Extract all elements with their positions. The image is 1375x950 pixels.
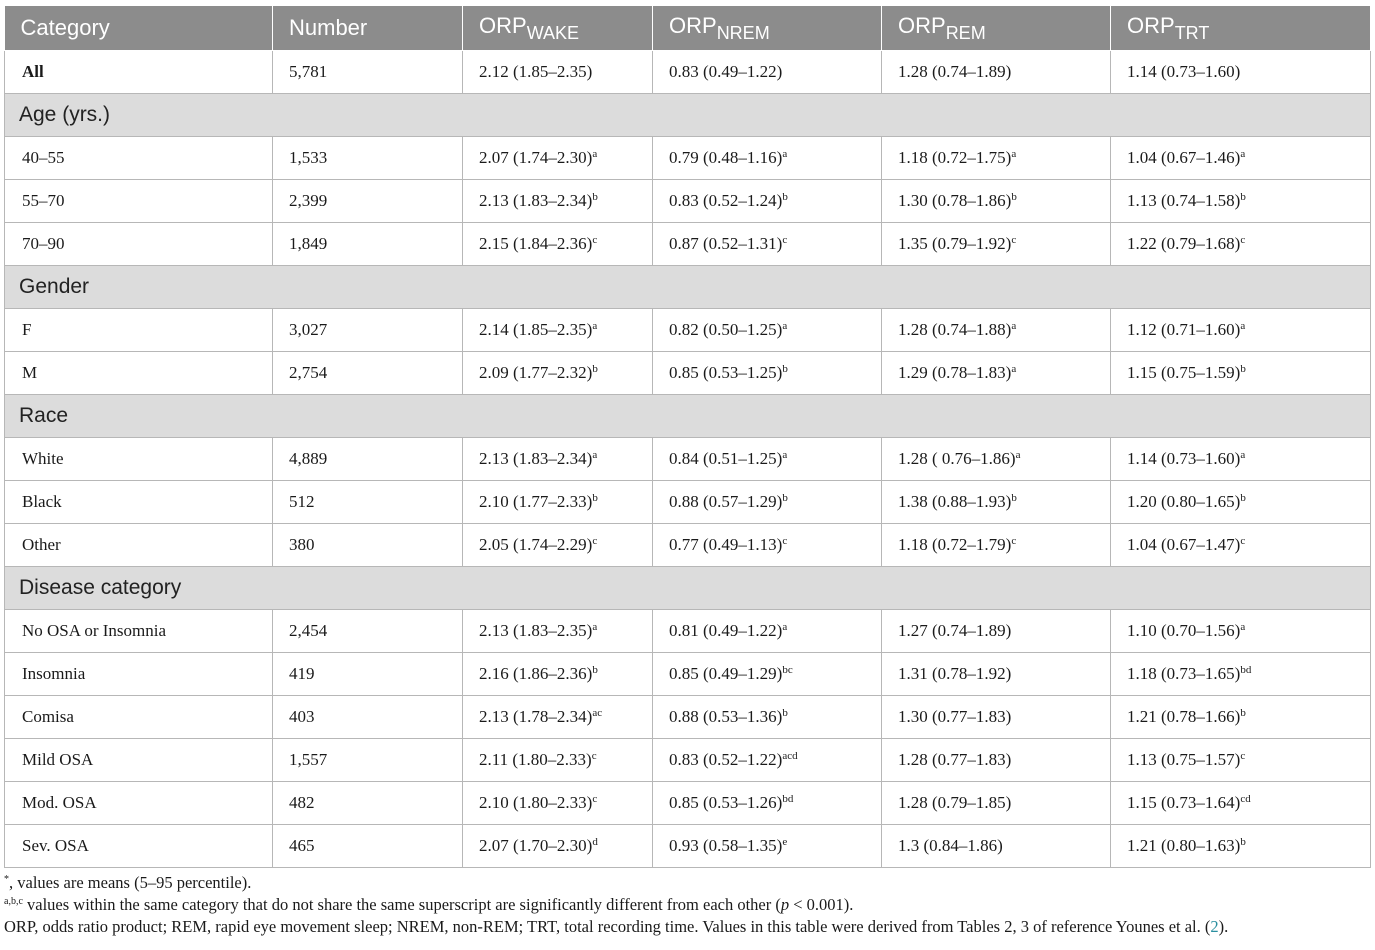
- cell-superscript: b: [782, 363, 788, 375]
- cell-text: 1.29 (0.78–1.83): [898, 363, 1012, 382]
- cell-superscript: a: [1240, 320, 1246, 332]
- row-number-cell: [273, 481, 463, 524]
- section-label: Disease category: [5, 567, 1371, 610]
- cell-text: 1.14 (0.73–1.60): [1127, 62, 1241, 81]
- table-row: [5, 696, 1371, 739]
- row-value-cell: [882, 352, 1111, 395]
- row-value-cell: [882, 653, 1111, 696]
- cell-text: 1.35 (0.79–1.92): [898, 234, 1012, 253]
- cell-superscript: a: [1011, 320, 1017, 332]
- cell-text: 2.07 (1.74–2.30): [479, 148, 593, 167]
- cell-text: 0.87 (0.52–1.31): [669, 234, 783, 253]
- cell-text: White: [22, 449, 64, 468]
- row-value-cell: [463, 782, 653, 825]
- cell-superscript: ac: [592, 707, 603, 719]
- cell-superscript: bd: [782, 793, 794, 805]
- section-row: [5, 266, 1371, 309]
- cell-text: 482: [289, 793, 315, 812]
- cell-text: 2.09 (1.77–2.32): [479, 363, 593, 382]
- cell-text: 1.30 (0.77–1.83): [898, 707, 1012, 726]
- cell-text: 1,849: [289, 234, 328, 253]
- table-row: [5, 180, 1371, 223]
- row-number-cell: [273, 223, 463, 266]
- row-category-cell: [5, 223, 273, 266]
- cell-text: 0.85 (0.53–1.26): [669, 793, 783, 812]
- table-row: [5, 739, 1371, 782]
- table-row: [5, 825, 1371, 868]
- row-value-cell: [1111, 782, 1371, 825]
- row-value-cell: [653, 696, 882, 739]
- row-value-cell: [882, 223, 1111, 266]
- cell-text: 2.12 (1.85–2.35): [479, 62, 593, 81]
- row-value-cell: [882, 438, 1111, 481]
- row-number-cell: [273, 739, 463, 782]
- row-value-cell: [882, 782, 1111, 825]
- row-value-cell: [463, 137, 653, 180]
- row-value-cell: [653, 524, 882, 567]
- cell-superscript: e: [782, 836, 788, 848]
- cell-text: 2.10 (1.80–2.33): [479, 793, 593, 812]
- cell-text: 0.83 (0.52–1.22): [669, 750, 783, 769]
- cell-superscript: cd: [1240, 793, 1251, 805]
- cell-text: 1.21 (0.78–1.66): [1127, 707, 1241, 726]
- row-value-cell: [463, 696, 653, 739]
- cell-text: 0.82 (0.50–1.25): [669, 320, 783, 339]
- row-number-cell: [273, 137, 463, 180]
- cell-superscript: b: [592, 191, 598, 203]
- cell-superscript: b: [1011, 492, 1017, 504]
- cell-text: 1.18 (0.73–1.65): [1127, 664, 1241, 683]
- row-value-cell: [653, 352, 882, 395]
- cell-text: 0.85 (0.53–1.25): [669, 363, 783, 382]
- cell-text: 1.28 (0.77–1.83): [898, 750, 1012, 769]
- cell-superscript: b: [1240, 363, 1246, 375]
- row-number-cell: [273, 782, 463, 825]
- cell-text: 1.22 (0.79–1.68): [1127, 234, 1241, 253]
- row-value-cell: [463, 352, 653, 395]
- cell-text: 1.14 (0.73–1.60): [1127, 449, 1241, 468]
- row-value-cell: [1111, 180, 1371, 223]
- cell-text: 3,027: [289, 320, 328, 339]
- header-orp-rem: $ORP_{REM}$: [882, 6, 1111, 51]
- row-value-cell: [653, 309, 882, 352]
- cell-superscript: b: [782, 191, 788, 203]
- table-row: [5, 610, 1371, 653]
- row-category-cell: [5, 137, 273, 180]
- row-value-cell: [463, 223, 653, 266]
- row-category-cell: [5, 653, 273, 696]
- cell-text: No OSA or Insomnia: [22, 621, 167, 640]
- row-number-cell: [273, 696, 463, 739]
- row-value-cell: [653, 653, 882, 696]
- cell-superscript: b: [782, 707, 788, 719]
- row-value-cell: [882, 180, 1111, 223]
- cell-superscript: c: [1011, 234, 1017, 246]
- row-number-cell: [273, 438, 463, 481]
- cell-text: 1.15 (0.75–1.59): [1127, 363, 1241, 382]
- table-header-row: [5, 6, 1371, 51]
- table-row: [5, 438, 1371, 481]
- cell-text: 1.04 (0.67–1.46): [1127, 148, 1241, 167]
- row-number-cell: [273, 180, 463, 223]
- row-value-cell: [653, 610, 882, 653]
- cell-superscript: bd: [1240, 664, 1252, 676]
- cell-superscript: d: [592, 836, 598, 848]
- row-value-cell: [882, 51, 1111, 94]
- cell-text: 0.77 (0.49–1.13): [669, 535, 783, 554]
- cell-text: 5,781: [289, 62, 328, 81]
- cell-text: 0.88 (0.57–1.29): [669, 492, 783, 511]
- cell-text: F: [22, 320, 32, 339]
- table-row: [5, 481, 1371, 524]
- section-label: Age (yrs.): [5, 94, 1371, 137]
- cell-superscript: c: [1240, 535, 1246, 547]
- cell-superscript: a: [1240, 621, 1246, 633]
- row-value-cell: [882, 610, 1111, 653]
- cell-superscript: b: [1240, 492, 1246, 504]
- header-category: Category: [5, 6, 273, 51]
- orp-table: [4, 6, 1371, 868]
- cell-superscript: c: [591, 750, 597, 762]
- row-value-cell: [653, 137, 882, 180]
- cell-superscript: c: [782, 234, 788, 246]
- row-value-cell: [653, 180, 882, 223]
- table-row: [5, 653, 1371, 696]
- cell-superscript: a: [782, 148, 788, 160]
- cell-text: 1.28 (0.74–1.88): [898, 320, 1012, 339]
- cell-text: Black: [22, 492, 62, 511]
- row-value-cell: [1111, 610, 1371, 653]
- cell-superscript: a: [592, 148, 598, 160]
- cell-text: 2.07 (1.70–2.30): [479, 836, 593, 855]
- cell-superscript: a: [592, 621, 598, 633]
- row-value-cell: [1111, 352, 1371, 395]
- cell-text: 2.14 (1.85–2.35): [479, 320, 593, 339]
- cell-text: 2.05 (1.74–2.29): [479, 535, 593, 554]
- row-number-cell: [273, 825, 463, 868]
- row-value-cell: [463, 610, 653, 653]
- row-value-cell: [1111, 524, 1371, 567]
- table-row: [5, 309, 1371, 352]
- row-value-cell: [1111, 696, 1371, 739]
- cell-superscript: c: [1011, 535, 1017, 547]
- cell-superscript: a: [1240, 148, 1246, 160]
- cell-text: Comisa: [22, 707, 74, 726]
- cell-superscript: b: [1011, 191, 1017, 203]
- section-row: [5, 94, 1371, 137]
- cell-text: 1.20 (0.80–1.65): [1127, 492, 1241, 511]
- row-value-cell: [882, 696, 1111, 739]
- row-category-cell: [5, 782, 273, 825]
- row-category-cell: [5, 610, 273, 653]
- cell-text: 1.12 (0.71–1.60): [1127, 320, 1241, 339]
- cell-text: 512: [289, 492, 315, 511]
- cell-text: 70–90: [22, 234, 65, 253]
- cell-text: 4,889: [289, 449, 328, 468]
- row-value-cell: [882, 524, 1111, 567]
- cell-text: 0.81 (0.49–1.22): [669, 621, 783, 640]
- cell-superscript: a: [1011, 148, 1017, 160]
- table-body: [5, 51, 1371, 868]
- cell-superscript: a: [782, 621, 788, 633]
- row-value-cell: [1111, 481, 1371, 524]
- section-row: [5, 567, 1371, 610]
- cell-text: 0.85 (0.49–1.29): [669, 664, 783, 683]
- row-number-cell: [273, 309, 463, 352]
- row-category-cell: [5, 481, 273, 524]
- cell-text: 419: [289, 664, 315, 683]
- table-row: [5, 524, 1371, 567]
- header-number: Number: [273, 6, 463, 51]
- row-value-cell: [463, 825, 653, 868]
- row-value-cell: [653, 51, 882, 94]
- cell-text: 1.15 (0.73–1.64): [1127, 793, 1241, 812]
- cell-superscript: a: [782, 320, 788, 332]
- cell-text: 1.18 (0.72–1.75): [898, 148, 1012, 167]
- cell-text: 380: [289, 535, 315, 554]
- cell-superscript: b: [1240, 707, 1246, 719]
- row-value-cell: [463, 653, 653, 696]
- row-category-cell: [5, 352, 273, 395]
- cell-text: 2.13 (1.83–2.34): [479, 449, 593, 468]
- row-value-cell: [1111, 653, 1371, 696]
- cell-text: 1.30 (0.78–1.86): [898, 191, 1012, 210]
- table-row: [5, 223, 1371, 266]
- cell-text: 1.28 (0.79–1.85): [898, 793, 1012, 812]
- cell-text: 2.16 (1.86–2.36): [479, 664, 593, 683]
- row-value-cell: [653, 782, 882, 825]
- cell-text: 1.27 (0.74–1.89): [898, 621, 1012, 640]
- table-row: [5, 137, 1371, 180]
- cell-superscript: a: [1015, 449, 1021, 461]
- cell-text: 1.3 (0.84–1.86): [898, 836, 1003, 855]
- row-value-cell: [882, 739, 1111, 782]
- row-category-cell: [5, 309, 273, 352]
- row-number-cell: [273, 653, 463, 696]
- row-value-cell: [653, 825, 882, 868]
- header-orp-wake: $ORP_{WAKE}$: [463, 6, 653, 51]
- cell-superscript: c: [592, 234, 598, 246]
- cell-text: 1.28 (0.74–1.89): [898, 62, 1012, 81]
- cell-text: 2.13 (1.83–2.35): [479, 621, 593, 640]
- cell-superscript: a: [782, 449, 788, 461]
- cell-text: Sev. OSA: [22, 836, 89, 855]
- header-orp-trt: $ORP_{TRT}$: [1111, 6, 1371, 51]
- cell-text: 0.83 (0.49–1.22): [669, 62, 783, 81]
- cell-text: 1,557: [289, 750, 328, 769]
- cell-text: Insomnia: [22, 664, 86, 683]
- row-category-cell: [5, 524, 273, 567]
- row-value-cell: [463, 309, 653, 352]
- cell-text: 0.84 (0.51–1.25): [669, 449, 783, 468]
- cell-superscript: c: [592, 793, 598, 805]
- row-value-cell: [882, 137, 1111, 180]
- row-value-cell: [463, 739, 653, 782]
- cell-superscript: c: [1240, 234, 1246, 246]
- cell-superscript: a: [592, 449, 598, 461]
- row-category-cell: [5, 825, 273, 868]
- cell-text: 1.13 (0.74–1.58): [1127, 191, 1241, 210]
- cell-text: 0.88 (0.53–1.36): [669, 707, 783, 726]
- reference-link[interactable]: 2: [1210, 917, 1219, 936]
- cell-text: 403: [289, 707, 315, 726]
- cell-superscript: a: [1011, 363, 1017, 375]
- cell-text: Other: [22, 535, 61, 554]
- cell-text: 0.79 (0.48–1.16): [669, 148, 783, 167]
- cell-text: 2.15 (1.84–2.36): [479, 234, 593, 253]
- row-value-cell: [1111, 739, 1371, 782]
- footnote-3: ORP, odds ratio product; REM, rapid eye movement sleep; NREM, non-REM; TRT, total recording time. Values in this table were derived from Tables 2, 3 of reference Younes et al. (2).: [4, 917, 1229, 936]
- footnote-2: $^{a,b,c}$ values within the same category that do not share the same superscript are significantly different from each other (p < 0.001).: [4, 895, 854, 914]
- header-orp-nrem: $ORP_{NREM}$: [653, 6, 882, 51]
- cell-text: 1.38 (0.88–1.93): [898, 492, 1012, 511]
- row-value-cell: [882, 481, 1111, 524]
- cell-text: Mild OSA: [22, 750, 94, 769]
- cell-text: Mod. OSA: [22, 793, 97, 812]
- row-number-cell: [273, 51, 463, 94]
- cell-text: 1.10 (0.70–1.56): [1127, 621, 1241, 640]
- footnote-1: *, values are means (5–95 percentile).: [4, 873, 252, 892]
- cell-superscript: a: [592, 320, 598, 332]
- cell-superscript: c: [782, 535, 788, 547]
- cell-superscript: b: [592, 363, 598, 375]
- cell-superscript: a: [1240, 449, 1246, 461]
- cell-text: 2.11 (1.80–2.33): [479, 750, 592, 769]
- row-value-cell: [882, 825, 1111, 868]
- row-value-cell: [463, 51, 653, 94]
- cell-text: All: [22, 62, 44, 81]
- row-value-cell: [463, 438, 653, 481]
- row-value-cell: [1111, 309, 1371, 352]
- cell-text: 2,454: [289, 621, 328, 640]
- table-row: [5, 51, 1371, 94]
- row-value-cell: [653, 438, 882, 481]
- cell-superscript: bc: [782, 664, 793, 676]
- cell-text: 1.18 (0.72–1.79): [898, 535, 1012, 554]
- row-value-cell: [1111, 51, 1371, 94]
- row-value-cell: [463, 524, 653, 567]
- cell-text: 1.31 (0.78–1.92): [898, 664, 1012, 683]
- table-row: [5, 352, 1371, 395]
- row-value-cell: [653, 739, 882, 782]
- section-row: [5, 395, 1371, 438]
- cell-text: 2.13 (1.78–2.34): [479, 707, 593, 726]
- cell-superscript: b: [592, 492, 598, 504]
- row-category-cell: [5, 51, 273, 94]
- cell-superscript: acd: [782, 750, 798, 762]
- cell-superscript: b: [1240, 836, 1246, 848]
- cell-text: 40–55: [22, 148, 65, 167]
- cell-text: 465: [289, 836, 315, 855]
- cell-text: 1.04 (0.67–1.47): [1127, 535, 1241, 554]
- row-value-cell: [1111, 223, 1371, 266]
- row-value-cell: [1111, 137, 1371, 180]
- section-label: Race: [5, 395, 1371, 438]
- cell-text: 0.93 (0.58–1.35): [669, 836, 783, 855]
- cell-text: 2,399: [289, 191, 328, 210]
- row-value-cell: [1111, 825, 1371, 868]
- cell-superscript: c: [1240, 750, 1246, 762]
- cell-text: 2,754: [289, 363, 328, 382]
- row-category-cell: [5, 696, 273, 739]
- row-number-cell: [273, 524, 463, 567]
- cell-superscript: b: [1240, 191, 1246, 203]
- row-value-cell: [463, 481, 653, 524]
- row-value-cell: [882, 309, 1111, 352]
- row-category-cell: [5, 739, 273, 782]
- cell-text: 2.13 (1.83–2.34): [479, 191, 593, 210]
- cell-text: M: [22, 363, 38, 382]
- row-category-cell: [5, 180, 273, 223]
- cell-superscript: b: [592, 664, 598, 676]
- cell-text: 1,533: [289, 148, 328, 167]
- cell-text: 55–70: [22, 191, 65, 210]
- cell-text: 1.28 ( 0.76–1.86): [898, 449, 1016, 468]
- row-number-cell: [273, 610, 463, 653]
- row-value-cell: [653, 223, 882, 266]
- table-row: [5, 782, 1371, 825]
- section-label: Gender: [5, 266, 1371, 309]
- row-category-cell: [5, 438, 273, 481]
- table-footnotes: [4, 872, 1370, 938]
- cell-text: 2.10 (1.77–2.33): [479, 492, 593, 511]
- row-value-cell: [1111, 438, 1371, 481]
- cell-text: 0.83 (0.52–1.24): [669, 191, 783, 210]
- row-number-cell: [273, 352, 463, 395]
- row-value-cell: [653, 481, 882, 524]
- cell-superscript: c: [592, 535, 598, 547]
- row-value-cell: [463, 180, 653, 223]
- cell-text: 1.21 (0.80–1.63): [1127, 836, 1241, 855]
- table-container: [4, 6, 1370, 868]
- cell-superscript: b: [782, 492, 788, 504]
- cell-text: 1.13 (0.75–1.57): [1127, 750, 1241, 769]
